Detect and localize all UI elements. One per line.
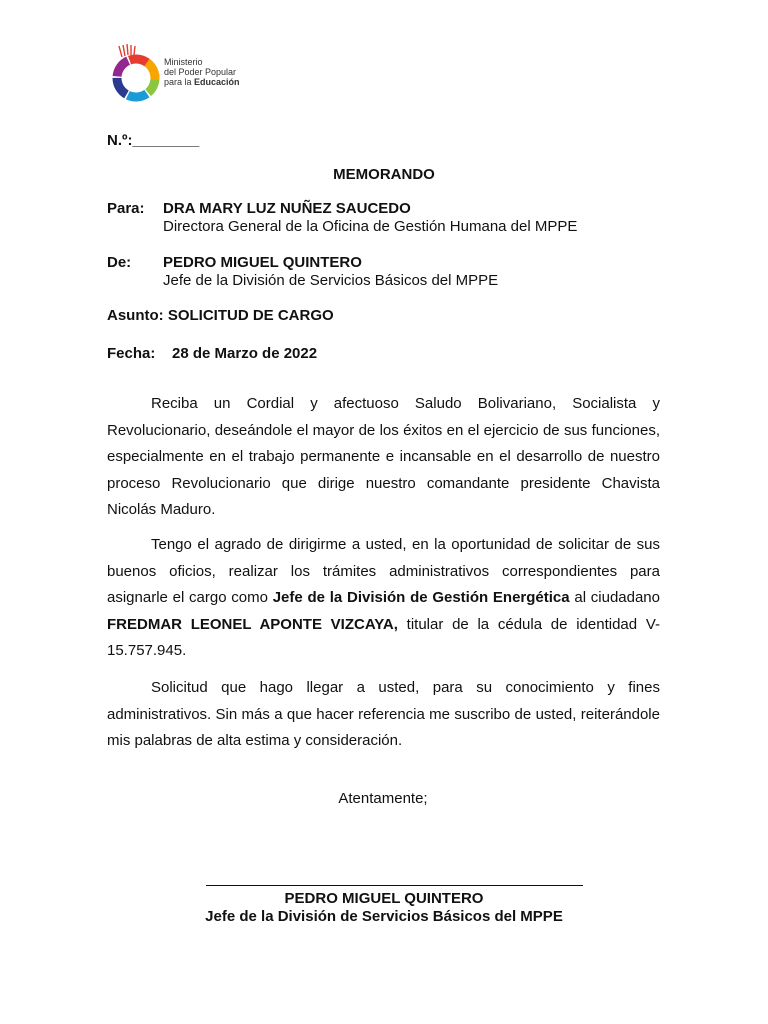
p2-text-b: al ciudadano bbox=[569, 589, 660, 606]
memo-title: MEMORANDO bbox=[333, 166, 435, 183]
logo-line3-bold: Educación bbox=[194, 77, 240, 87]
asunto-value: SOLICITUD DE CARGO bbox=[167, 307, 334, 324]
logo-line3-prefix: para la bbox=[164, 77, 192, 87]
p1-text: Reciba un Cordial y afectuoso Saludo Bolivariano, Socialista y Revolucionario, deseándole el mayor de los éxitos en el ejercicio de sus funciones, especialmente en el trabajo permanente e incansable en el desarrollo de nuestro proceso Revolucionario que dirige nuestro comandante presidente Chavista Nicolás Maduro. bbox=[107, 395, 660, 518]
para-name: DRA MARY LUZ NUÑEZ SAUCEDO bbox=[163, 200, 411, 217]
p3-text: Solicitud que hago llegar a usted, para su conocimiento y fines administrativos. Sin más a que hacer referencia me suscribo de usted, reiterándole mis palabras de alta estima y consideración. bbox=[107, 679, 660, 749]
logo-line2: del Poder Popular bbox=[164, 67, 237, 77]
closing-salutation: Atentamente; bbox=[338, 790, 428, 807]
de-name: PEDRO MIGUEL QUINTERO bbox=[163, 254, 362, 271]
ministry-logo-icon bbox=[110, 44, 162, 104]
body-paragraph-1 bbox=[107, 391, 660, 524]
logo-text bbox=[164, 57, 240, 87]
logo-line1: Ministerio bbox=[164, 57, 203, 67]
de-label: De: bbox=[107, 254, 132, 271]
signature-line bbox=[206, 885, 583, 886]
signature-name: PEDRO MIGUEL QUINTERO bbox=[284, 890, 484, 907]
logo-line3 bbox=[164, 77, 240, 87]
memo-number: N.º:________ bbox=[107, 132, 200, 149]
de-role: Jefe de la División de Servicios Básicos del MPPE bbox=[163, 272, 499, 289]
asunto-line bbox=[107, 307, 334, 324]
p2-text-c: titular de la cédula de identidad V-15.757.945. bbox=[107, 615, 660, 659]
fecha-label: Fecha: bbox=[107, 345, 156, 362]
body-paragraph-3 bbox=[107, 675, 660, 755]
p2-text-a: Tengo el agrado de dirigirme a usted, en la oportunidad de solicitar de sus buenos oficios, realizar los trámites administrativos correspondientes para asignarle el cargo como bbox=[107, 536, 660, 606]
ministry-logo bbox=[110, 44, 290, 106]
para-label: Para: bbox=[107, 200, 145, 217]
p2-ciudadano: FREDMAR LEONEL APONTE VIZCAYA, bbox=[107, 615, 398, 633]
asunto-label: Asunto: bbox=[107, 307, 164, 324]
p2-cargo: Jefe de la División de Gestión Energética bbox=[272, 589, 570, 606]
para-role: Directora General de la Oficina de Gestión Humana del MPPE bbox=[163, 218, 578, 235]
signature-role: Jefe de la División de Servicios Básicos del MPPE bbox=[205, 908, 563, 925]
fecha-value: 28 de Marzo de 2022 bbox=[172, 345, 318, 362]
body-paragraph-2 bbox=[107, 532, 660, 665]
